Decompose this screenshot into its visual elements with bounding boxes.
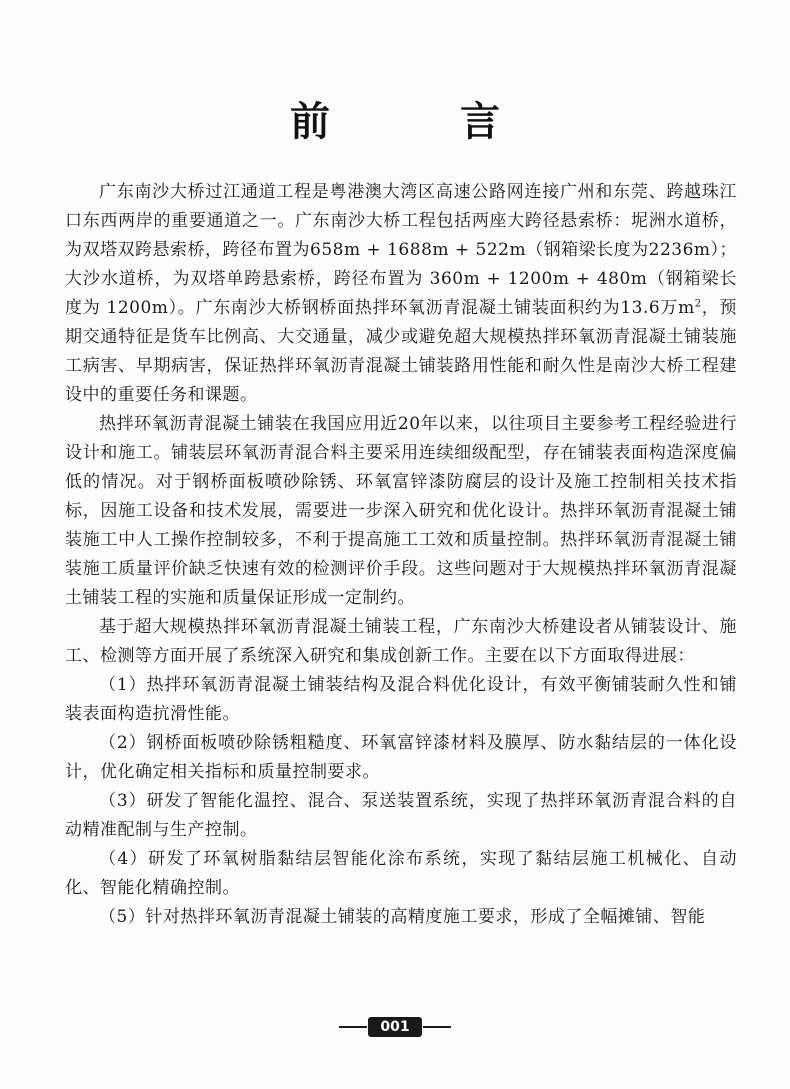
paragraph-background: 热拌环氧沥青混凝土铺装在我国应用近20年以来，以往项目主要参考工程经验进行设计和施工。铺装层环氧沥青混合料主要采用连续细级配型，存在铺装表面构造深度偏低的情况。对于钢桥面板喷砂除锈、环氧富锌漆防腐层的设计及施工控制相关技术指标，因施工设备和技术发展，需要进一步深入研究和优化设计。热拌环氧沥青混凝土铺装施工中人工操作控制较多，不利于提高施工工效和质量控制。热拌环氧沥青混凝土铺装施工质量评价缺乏快速有效的检测评价手段。这些问题对于大规模热拌环氧沥青混凝土铺装工程的实施和质量保证形成一定制约。 xyxy=(65,414,737,608)
list-item-3: （3）研发了智能化温控、混合、泵送装置系统，实现了热拌环氧沥青混合料的自动精准配制与生产控制。 xyxy=(65,791,737,840)
list-item-4: （4）研发了环氧树脂黏结层智能化涂布系统，实现了黏结层施工机械化、自动化、智能化精确控制。 xyxy=(65,849,737,898)
area-unit-superscript: 2 xyxy=(694,298,702,310)
list-item-2: （2）钢桥面板喷砂除锈粗糙度、环氧富锌漆材料及膜厚、防水黏结层的一体化设计，优化确定相关指标和质量控制要求。 xyxy=(65,733,737,782)
paragraph-intro xyxy=(65,178,737,410)
list-item-5: （5）针对热拌环氧沥青混凝土铺装的高精度施工要求，形成了全幅摊铺、智能 xyxy=(99,907,706,927)
page-title: 前 言 xyxy=(290,99,558,145)
footer-rule-left xyxy=(339,1026,367,1028)
page-number: 001 xyxy=(368,1017,422,1037)
paragraph-intro-continued: ，预期交通特征是货车比例高、大交通量，减少或避免超大规模热拌环氧沥青混凝土铺装施工病害、早期病害，保证热拌环氧沥青混凝土铺装路用性能和耐久性是南沙大桥工程建设中的重要任务和课题。 xyxy=(65,298,737,405)
paragraph-intro-text: 广东南沙大桥过江通道工程是粤港澳大湾区高速公路网连接广州和东莞、跨越珠江口东西两岸的重要通道之一。广东南沙大桥工程包括两座大跨径悬索桥：坭洲水道桥，为双塔双跨悬索桥，跨径布置为658m + 1688m + 522m（钢箱梁长度为2236m）；大沙水道桥，为双塔单跨悬索桥，跨径布置为 360m + 1200m + 480m（钢箱梁长度为 1200m）。广东南沙大桥钢桥面热拌环氧沥青混凝土铺装面积约为13.6万m xyxy=(65,182,738,318)
list-item-1: （1）热拌环氧沥青混凝土铺装结构及混合料优化设计，有效平衡铺装耐久性和铺装表面构造抗滑性能。 xyxy=(65,675,737,724)
body-text xyxy=(65,178,737,932)
paragraph-progress: 基于超大规模热拌环氧沥青混凝土铺装工程，广东南沙大桥建设者从铺装设计、施工、检测等方面开展了系统深入研究和集成创新工作。主要在以下方面取得进展： xyxy=(65,617,737,666)
page-footer xyxy=(0,1017,790,1037)
footer-rule-right xyxy=(423,1026,451,1028)
